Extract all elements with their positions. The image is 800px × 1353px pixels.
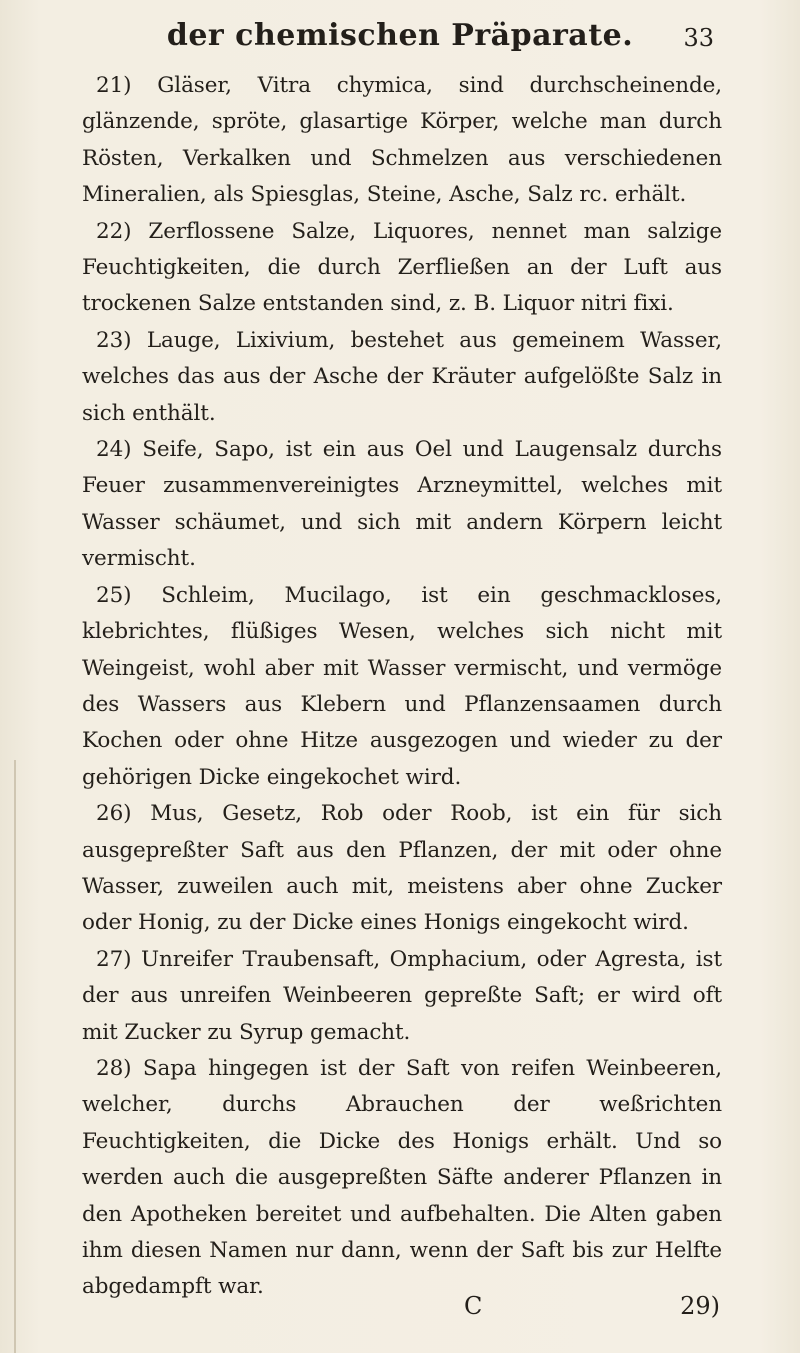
entry-21: 21) Gläser, Vitra chymica, sind durchscheinende, glänzende, spröte, glasartige Körper, welche man durch Rösten, Verkalken und Schmelzen aus verschiedenen Mineralien, als Spiesglas, Steine, Asche, Salz rc. erhält. <box>82 73 722 208</box>
entry-25: 25) Schleim, Mucilago, ist ein geschmackloses, klebrichtes, flüßiges Wesen, welches sich nicht mit Weingeist, wohl aber mit Wasser vermischt, und vermöge des Wassers aus Klebern und Pflanzensaamen durch Kochen oder ohne Hitze ausgezogen und wieder zu der gehörigen Dicke eingekochet wird. <box>82 582 722 790</box>
signature-mark: C <box>464 1292 483 1320</box>
page-number: 33 <box>683 24 714 52</box>
entry-23: 23) Lauge, Lixivium, bestehet aus gemeinem Wasser, welches das aus der Asche der Kräuter aufgelößte Salz in sich enthält. <box>82 327 722 426</box>
running-head: der chemischen Präparate. <box>166 18 634 53</box>
page-header <box>0 14 800 62</box>
page-edge-shadow <box>14 760 16 1353</box>
catchword: 29) <box>680 1292 720 1320</box>
page-footer <box>0 1292 800 1332</box>
entry-28: 28) Sapa hingegen ist der Saft von reifen Weinbeeren, welcher, durchs Abrauchen der weßrichten Feuchtigkeiten, die Dicke des Honigs erhält. Und so werden auch die ausgepreßten Säfte anderer Pflanzen in den Apotheken bereitet und aufbehalten. Die Alten gaben ihm diesen Namen nur dann, wenn der Saft bis zur Helfte abgedampft war. <box>82 1055 722 1300</box>
entry-27: 27) Unreifer Traubensaft, Omphacium, oder Agresta, ist der aus unreifen Weinbeeren gepreßte Saft; er wird oft mit Zucker zu Syrup gemacht. <box>82 946 722 1045</box>
body-text <box>82 68 722 1306</box>
entry-24: 24) Seife, Sapo, ist ein aus Oel und Laugensalz durchs Feuer zusammenvereinigtes Arzneymittel, welches mit Wasser schäumet, und sich mit andern Körpern leicht vermischt. <box>82 437 722 572</box>
entry-22: 22) Zerflossene Salze, Liquores, nennet man salzige Feuchtigkeiten, die durch Zerfließen an der Luft aus trockenen Salze entstanden sind, z. B. Liquor nitri fixi. <box>82 218 722 317</box>
entry-26: 26) Mus, Gesetz, Rob oder Roob, ist ein für sich ausgepreßter Saft aus den Pflanzen, der mit oder ohne Wasser, zuweilen auch mit, meistens aber ohne Zucker oder Honig, zu der Dicke eines Honigs eingekocht wird. <box>82 801 722 936</box>
